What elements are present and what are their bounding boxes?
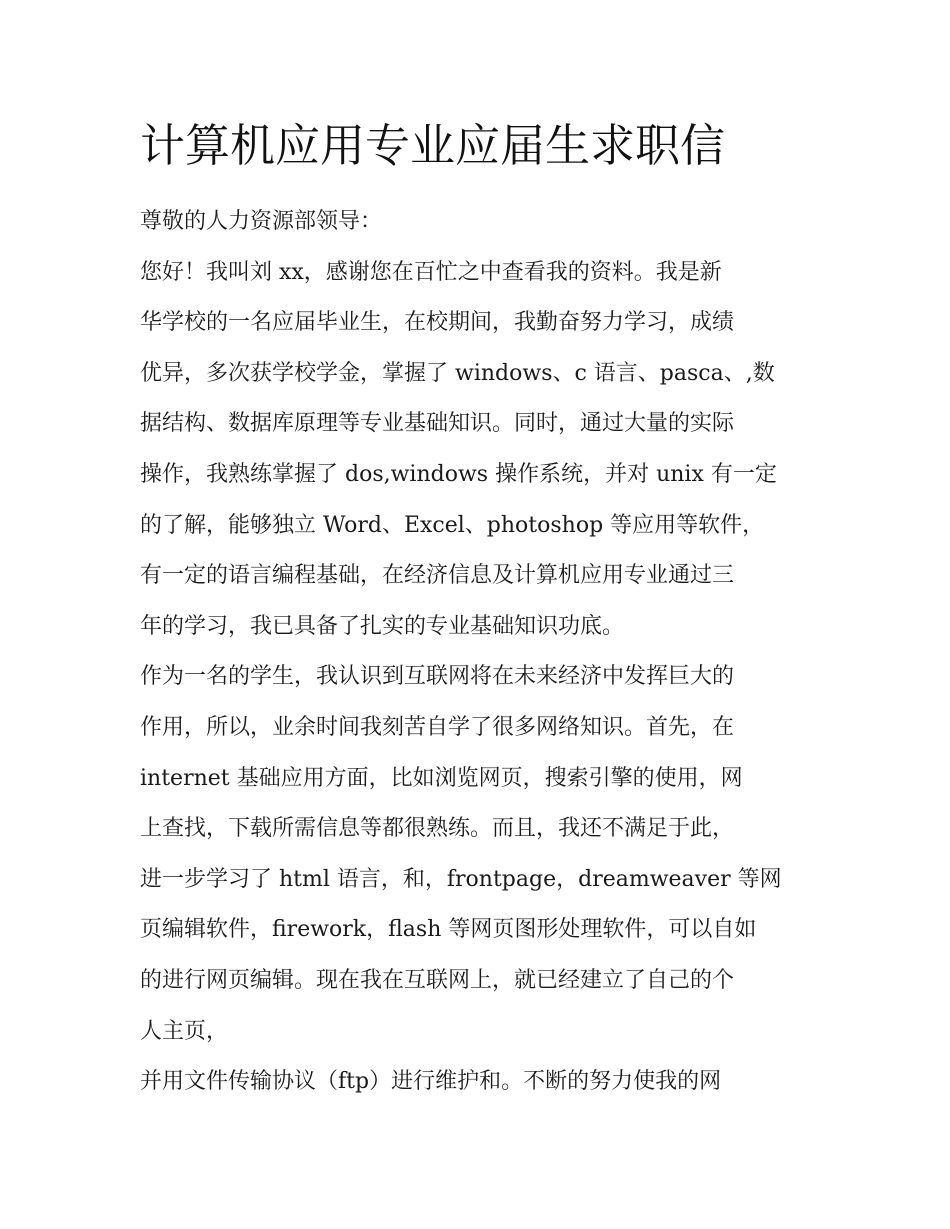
body-line: 页编辑软件，firework，flash 等网页图形处理软件，可以自如 <box>140 917 757 943</box>
body-line: 您好！我叫刘 xx，感谢您在百忙之中查看我的资料。我是新 <box>140 259 722 285</box>
body-line: 有一定的语言编程基础，在经济信息及计算机应用专业通过三 <box>140 563 735 589</box>
body-line: 年的学习，我已具备了扎实的专业基础知识功底。 <box>140 613 625 639</box>
body-line: 操作，我熟练掌握了 dos,windows 操作系统，并对 unix 有一定 <box>140 461 777 487</box>
document-title: 计算机应用专业应届生求职信 <box>140 119 726 172</box>
body-line: 上查找，下载所需信息等都很熟练。而且，我还不满足于此， <box>140 816 735 842</box>
body-line: 并用文件传输协议（ftp）进行维护和。不断的努力使我的网 <box>140 1069 722 1095</box>
body-line: internet 基础应用方面，比如浏览网页，搜索引擎的使用，网 <box>140 765 743 791</box>
body-line: 的进行网页编辑。现在我在互联网上，就已经建立了自己的个 <box>140 967 735 993</box>
body-line: 作用，所以，业余时间我刻苦自学了很多网络知识。首先，在 <box>140 714 735 740</box>
body-line: 华学校的一名应届毕业生，在校期间，我勤奋努力学习，成绩 <box>140 310 735 336</box>
body-line: 人主页， <box>140 1018 229 1044</box>
body-line: 尊敬的人力资源部领导： <box>140 209 383 234</box>
body-line: 的了解，能够独立 Word、Excel、photoshop 等应用等软件， <box>140 512 765 538</box>
body-line: 优异，多次获学校学金，掌握了 windows、c 语言、pasca、,数 <box>140 360 775 386</box>
letter-body <box>140 197 820 1108</box>
body-line: 据结构、数据库原理等专业基础知识。同时，通过大量的实际 <box>140 411 735 437</box>
body-line: 作为一名的学生，我认识到互联网将在未来经济中发挥巨大的 <box>140 664 735 690</box>
body-line: 进一步学习了 html 语言，和，frontpage，dreamweaver 等网 <box>140 866 782 892</box>
